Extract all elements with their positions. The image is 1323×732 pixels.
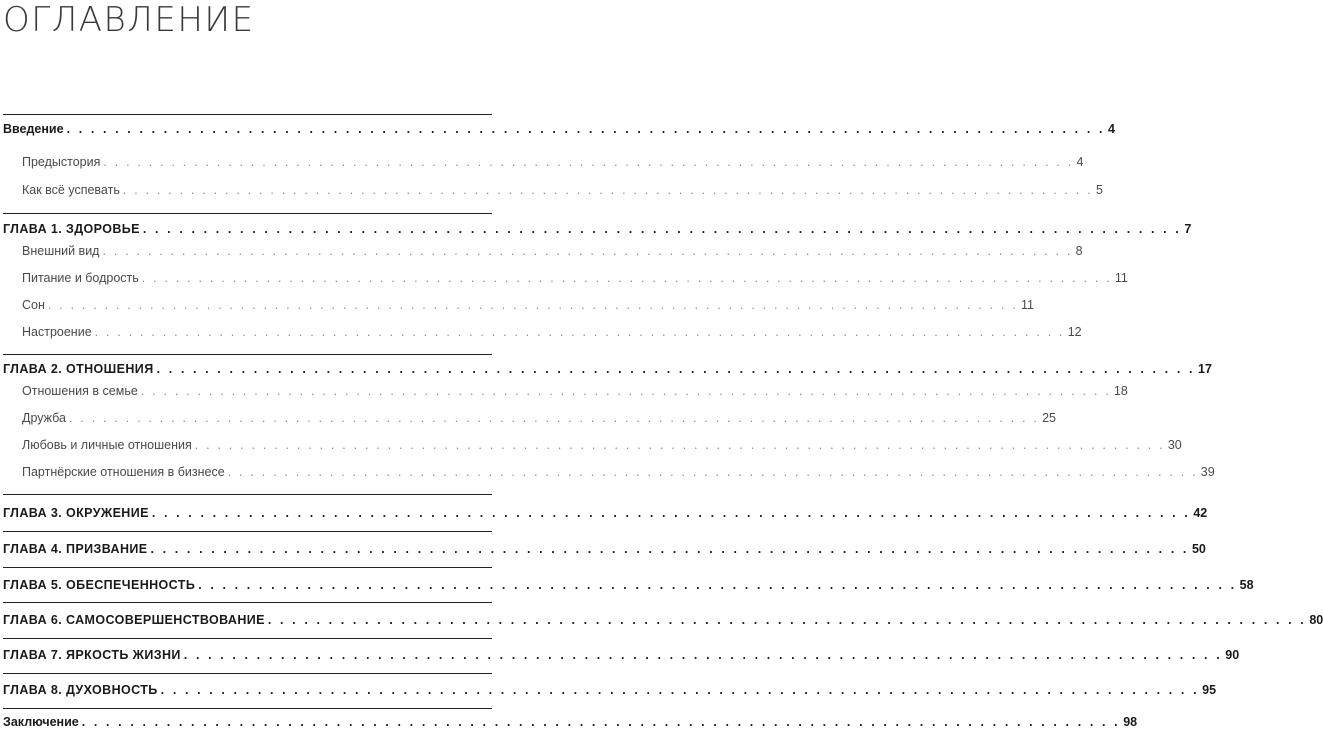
dot-leader: . . . . . . . . . . . . . . . . . . . . . . . . . . . . . . . . . . . . . . . . . . . . . . . . . . . . . . . . . . . . . . . . . . . . . . . . . . . . . . . . . . . . . .	[81, 715, 1121, 729]
toc-page-number: 39	[1200, 465, 1215, 479]
toc-subentry[interactable]	[0, 435, 1182, 455]
dot-leader: . . . . . . . . . . . . . . . . . . . . . . . . . . . . . . . . . . . . . . . . . . . . . . . . . . . . . . . . . . . . . . . . . . . . . . . . . . . . . . . . . . . . . .	[102, 244, 1073, 258]
section-divider	[3, 708, 492, 709]
dot-leader: . . . . . . . . . . . . . . . . . . . . . . . . . . . . . . . . . . . . . . . . . . . . . . . . . . . . . . . . . . . . . . . . . . . . . . . . . . . . . . . . . . . . . .	[151, 506, 1191, 520]
section-divider	[3, 114, 492, 115]
dot-leader: . . . . . . . . . . . . . . . . . . . . . . . . . . . . . . . . . . . . . . . . . . . . . . . . . . . . . . . . . . . . . . . . . . . . . . . . . . . . . . . . . . . . . .	[141, 271, 1112, 285]
toc-page-number: 80	[1309, 613, 1323, 627]
toc-subentry[interactable]	[0, 408, 1056, 428]
toc-entry-title: ГЛАВА 5. ОБЕСПЕЧЕННОСТЬ	[3, 578, 196, 592]
toc-page-number: 11	[1020, 298, 1034, 312]
toc-entry-introduction[interactable]	[0, 119, 1115, 139]
toc-subentry-title: Внешний вид	[22, 244, 100, 258]
toc-page-number: 58	[1239, 578, 1254, 592]
toc-subentry[interactable]	[0, 241, 1083, 261]
toc-subentry[interactable]	[0, 268, 1128, 288]
toc-entry-chapter-1[interactable]	[0, 219, 1192, 239]
dot-leader: . . . . . . . . . . . . . . . . . . . . . . . . . . . . . . . . . . . . . . . . . . . . . . . . . . . . . . . . . . . . . . . . . . . . . . . . . . . . . . . . . . . . . .	[69, 411, 1040, 425]
toc-entry-title: ГЛАВА 1. ЗДОРОВЬЕ	[3, 222, 140, 236]
page-title: ОГЛАВЛЕНИЕ	[3, 0, 255, 40]
toc-subentry-title: Предыстория	[22, 155, 101, 169]
toc-page-number: 5	[1095, 183, 1103, 197]
toc-page-number: 18	[1113, 384, 1128, 398]
toc-page-number: 25	[1042, 411, 1056, 425]
toc-subentry-title: Сон	[22, 298, 45, 312]
toc-page-number: 90	[1225, 648, 1240, 662]
toc-entry-chapter-3[interactable]	[0, 503, 1208, 523]
section-divider	[3, 673, 492, 674]
toc-subentry[interactable]	[0, 295, 1034, 315]
dot-leader: . . . . . . . . . . . . . . . . . . . . . . . . . . . . . . . . . . . . . . . . . . . . . . . . . . . . . . . . . . . . . . . . . . . . . . . . . . . . . . . . . . . . . .	[94, 325, 1065, 339]
toc-entry-title: ГЛАВА 4. ПРИЗВАНИЕ	[3, 542, 148, 556]
dot-leader: . . . . . . . . . . . . . . . . . . . . . . . . . . . . . . . . . . . . . . . . . . . . . . . . . . . . . . . . . . . . . . . . . . . . . . . . . . . . . . . . . . . . . .	[142, 222, 1182, 236]
toc-subentry[interactable]	[0, 152, 1084, 172]
toc-entry-title: Заключение	[3, 715, 79, 729]
toc-page-number: 17	[1198, 362, 1212, 376]
dot-leader: . . . . . . . . . . . . . . . . . . . . . . . . . . . . . . . . . . . . . . . . . . . . . . . . . . . . . . . . . . . . . . . . . . . . . . . . . . . . . . . . . . . . . .	[150, 542, 1189, 556]
toc-subentry[interactable]	[0, 180, 1103, 200]
toc-page-number: 4	[1076, 155, 1084, 169]
toc-entry-title: Введение	[3, 122, 64, 136]
toc-subentry-title: Партнёрские отношения в бизнесе	[22, 465, 225, 479]
toc-subentry-title: Дружба	[22, 411, 66, 425]
toc-subentry-title: Как всё успевать	[22, 183, 120, 197]
toc-subentry[interactable]	[0, 462, 1215, 482]
toc-entry-chapter-2[interactable]	[0, 359, 1212, 379]
section-divider	[3, 494, 492, 495]
section-divider	[3, 213, 492, 214]
toc-entry-chapter-6[interactable]	[0, 610, 1323, 630]
toc-page-number: 95	[1202, 683, 1217, 697]
toc-subentry-title: Отношения в семье	[22, 384, 138, 398]
toc-entry-title: ГЛАВА 2. ОТНОШЕНИЯ	[3, 362, 154, 376]
toc-entry-title: ГЛАВА 6. САМОСОВЕРШЕНСТВОВАНИЕ	[3, 613, 265, 627]
toc-entry-chapter-8[interactable]	[0, 680, 1217, 700]
toc-subentry-title: Настроение	[22, 325, 92, 339]
toc-page-number: 50	[1191, 542, 1206, 556]
toc-subentry[interactable]	[0, 381, 1128, 401]
section-divider	[3, 638, 492, 639]
section-divider	[3, 531, 492, 532]
dot-leader: . . . . . . . . . . . . . . . . . . . . . . . . . . . . . . . . . . . . . . . . . . . . . . . . . . . . . . . . . . . . . . . . . . . . . . . . . . . . . . . . . . . . . .	[267, 613, 1307, 627]
section-divider	[3, 567, 492, 568]
toc-page-number: 7	[1184, 222, 1192, 236]
section-divider	[3, 354, 492, 355]
toc-subentry[interactable]	[0, 322, 1082, 342]
dot-leader: . . . . . . . . . . . . . . . . . . . . . . . . . . . . . . . . . . . . . . . . . . . . . . . . . . . . . . . . . . . . . . . . . . . . . . . . . . . . . . . . . . . . . .	[122, 183, 1093, 197]
toc-page-number: 4	[1108, 122, 1115, 136]
dot-leader: . . . . . . . . . . . . . . . . . . . . . . . . . . . . . . . . . . . . . . . . . . . . . . . . . . . . . . . . . . . . . . . . . . . . . . . . . . . . . . . . . . . . . .	[160, 683, 1200, 697]
toc-entry-conclusion[interactable]	[0, 712, 1138, 732]
toc-entry-title: ГЛАВА 7. ЯРКОСТЬ ЖИЗНИ	[3, 648, 181, 662]
dot-leader: . . . . . . . . . . . . . . . . . . . . . . . . . . . . . . . . . . . . . . . . . . . . . . . . . . . . . . . . . . . . . . . . . . . . . . . . . . . . . . . . . . . . . .	[47, 298, 1018, 312]
section-divider	[3, 602, 492, 603]
toc-page-number: 8	[1075, 244, 1083, 258]
toc-entry-title: ГЛАВА 8. ДУХОВНОСТЬ	[3, 683, 158, 697]
toc-entry-chapter-5[interactable]	[0, 575, 1254, 595]
toc-page-number: 12	[1067, 325, 1082, 339]
toc-subentry-title: Питание и бодрость	[22, 271, 139, 285]
dot-leader: . . . . . . . . . . . . . . . . . . . . . . . . . . . . . . . . . . . . . . . . . . . . . . . . . . . . . . . . . . . . . . . . . . . . . . . . . . . . . . . . . . . . . .	[194, 438, 1165, 452]
toc-entry-chapter-4[interactable]	[0, 539, 1206, 559]
dot-leader: . . . . . . . . . . . . . . . . . . . . . . . . . . . . . . . . . . . . . . . . . . . . . . . . . . . . . . . . . . . . . . . . . . . . . . . . . . . . . . . . . . . . . .	[227, 465, 1198, 479]
toc-subentry-title: Любовь и личные отношения	[22, 438, 192, 452]
dot-leader: . . . . . . . . . . . . . . . . . . . . . . . . . . . . . . . . . . . . . . . . . . . . . . . . . . . . . . . . . . . . . . . . . . . . . . . . . . . . . . . . . . . . . .	[156, 362, 1196, 376]
dot-leader: . . . . . . . . . . . . . . . . . . . . . . . . . . . . . . . . . . . . . . . . . . . . . . . . . . . . . . . . . . . . . . . . . . . . . . . . . . . . . . . . . . . . . .	[103, 155, 1074, 169]
dot-leader: . . . . . . . . . . . . . . . . . . . . . . . . . . . . . . . . . . . . . . . . . . . . . . . . . . . . . . . . . . . . . . . . . . . . . . . . . . . . . . . . . . . . . .	[140, 384, 1111, 398]
toc-page-number: 42	[1193, 506, 1208, 520]
toc-page-number: 98	[1123, 715, 1138, 729]
toc-page-number: 30	[1167, 438, 1182, 452]
dot-leader: . . . . . . . . . . . . . . . . . . . . . . . . . . . . . . . . . . . . . . . . . . . . . . . . . . . . . . . . . . . . . . . . . . . . . . . . . . . . . . . . . . . . . .	[183, 648, 1223, 662]
dot-leader: . . . . . . . . . . . . . . . . . . . . . . . . . . . . . . . . . . . . . . . . . . . . . . . . . . . . . . . . . . . . . . . . . . . . . . . . . . . . . . . . . . . . . .	[66, 122, 1106, 136]
dot-leader: . . . . . . . . . . . . . . . . . . . . . . . . . . . . . . . . . . . . . . . . . . . . . . . . . . . . . . . . . . . . . . . . . . . . . . . . . . . . . . . . . . . . . .	[198, 578, 1237, 592]
toc-entry-chapter-7[interactable]	[0, 645, 1240, 665]
toc-entry-title: ГЛАВА 3. ОКРУЖЕНИЕ	[3, 506, 149, 520]
toc-page-number: 11	[1114, 271, 1128, 285]
